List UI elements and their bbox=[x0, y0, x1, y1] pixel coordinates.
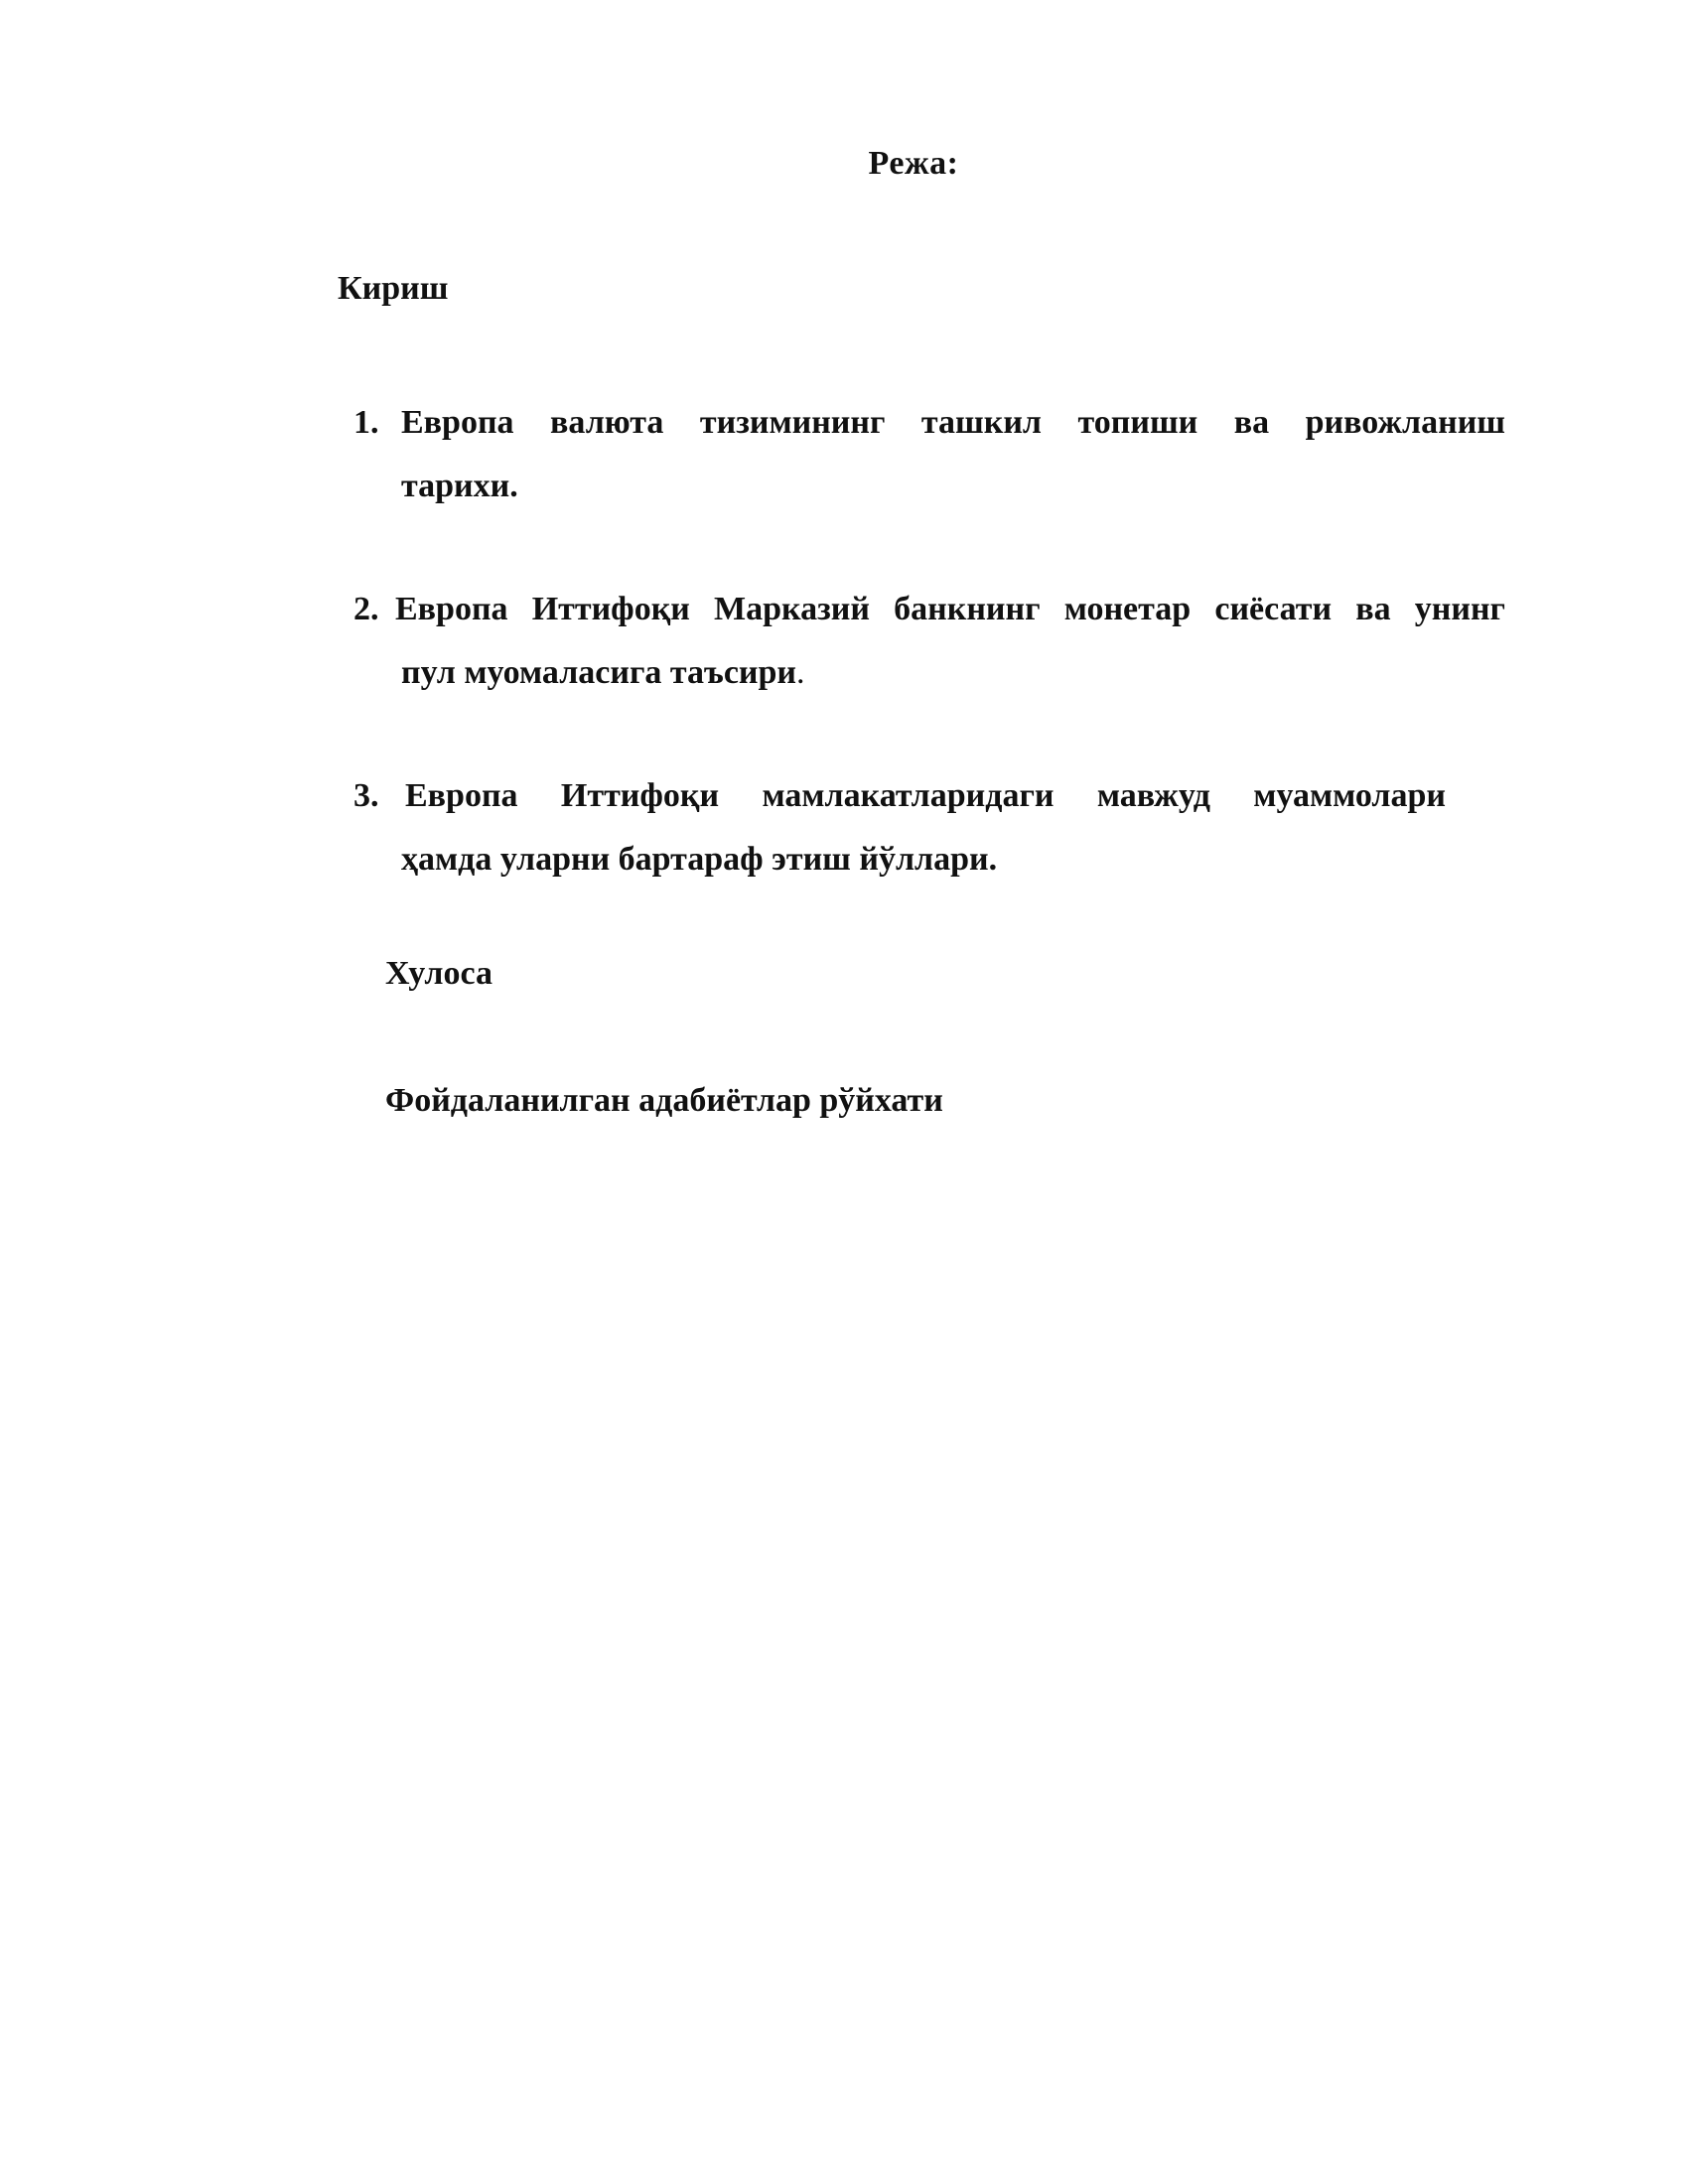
plan-item-1 bbox=[353, 391, 1505, 518]
plan-item-1-text-2: тарихи. bbox=[401, 468, 518, 504]
plan-item-2-text-1: Европа Иттифоқи Марказий банкнинг монетар сиёсати ва унинг bbox=[395, 591, 1505, 627]
plan-item-2-period: . bbox=[796, 654, 805, 691]
plan-item-3-line-1 bbox=[353, 764, 1446, 828]
plan-item-2-line-1 bbox=[353, 578, 1505, 641]
intro-heading: Кириш bbox=[338, 270, 449, 307]
plan-item-3-text-2: ҳамда уларни бартараф этиш йўллари. bbox=[401, 841, 998, 878]
plan-item-2-text-2: пул муомаласига таъсири bbox=[401, 654, 797, 691]
page-title: Режа: bbox=[868, 145, 959, 182]
plan-item-2-line-2 bbox=[353, 641, 1505, 705]
plan-item-2-number: 2. bbox=[353, 591, 379, 627]
plan-item-1-number: 1. bbox=[353, 404, 379, 441]
plan-item-3 bbox=[353, 764, 1505, 891]
plan-item-3-number: 3. bbox=[353, 777, 379, 814]
references-heading: Фойдаланилган адабиётлар рўйхати bbox=[385, 1082, 943, 1119]
plan-item-2 bbox=[353, 578, 1505, 705]
plan-item-3-text-1: Европа Иттифоқи мамлакатларидаги мавжуд муаммолари bbox=[405, 777, 1446, 814]
plan-item-1-text-1: Европа валюта тизимининг ташкил топиши ва ривожланиш bbox=[401, 404, 1505, 441]
plan-item-1-line-1 bbox=[353, 391, 1505, 455]
conclusion-heading: Хулоса bbox=[385, 955, 492, 992]
